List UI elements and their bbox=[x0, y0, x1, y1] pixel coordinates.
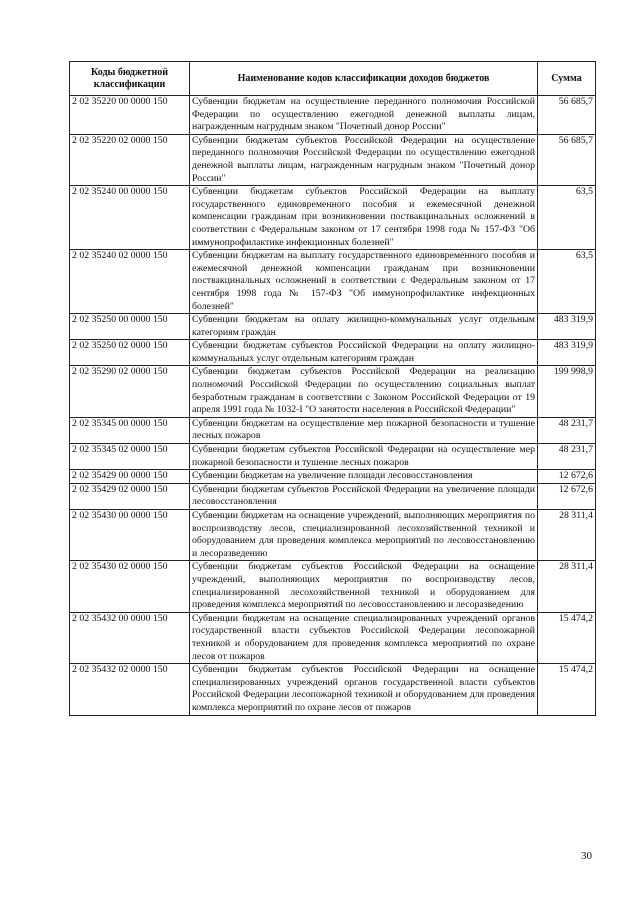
row-name: Субвенции бюджетам субъектов Российской Федерации на оснащение учреждений, выполняющих мероприятия по воспроизводству лесов, специализированной лесохозяйственной техникой и оборудованием для проведения комплекса мероприятий по лесовосстановлению и лесоразведению bbox=[190, 561, 538, 612]
row-sum: 483 319,9 bbox=[538, 314, 596, 340]
table-row bbox=[70, 612, 596, 663]
row-sum: 12 672,6 bbox=[538, 483, 596, 509]
row-code: 2 02 35345 00 0000 150 bbox=[70, 417, 190, 443]
table-row bbox=[70, 483, 596, 509]
table-header-row bbox=[70, 62, 596, 96]
row-name: Субвенции бюджетам на оплату жилищно-коммунальных услуг отдельным категориям граждан bbox=[190, 314, 538, 340]
row-code: 2 02 35250 02 0000 150 bbox=[70, 340, 190, 366]
row-code: 2 02 35240 00 0000 150 bbox=[70, 186, 190, 250]
row-name: Субвенции бюджетам на осуществление переданного полномочия Российской Федерации по осуществлению ежегодной денежной выплаты лицам, награжденным нагрудным знаком "Почетный донор России" bbox=[190, 96, 538, 135]
header-sum: Сумма bbox=[538, 62, 596, 96]
table-row bbox=[70, 314, 596, 340]
row-code: 2 02 35432 00 0000 150 bbox=[70, 612, 190, 663]
row-code: 2 02 35250 00 0000 150 bbox=[70, 314, 190, 340]
row-code: 2 02 35240 02 0000 150 bbox=[70, 250, 190, 314]
row-name: Субвенции бюджетам субъектов Российской Федерации на оснащение специализированных учреждений органов государственной власти субъектов Российской Федерации лесопожарной техникой и оборудованием для проведения комплекса мероприятий по охране лесов от пожаров bbox=[190, 664, 538, 715]
budget-classification-table bbox=[69, 61, 596, 716]
table-row bbox=[70, 186, 596, 250]
row-code: 2 02 35432 02 0000 150 bbox=[70, 664, 190, 715]
row-sum: 28 311,4 bbox=[538, 561, 596, 612]
row-name: Субвенции бюджетам субъектов Российской Федерации на реализацию полномочий Российской Федерации по осуществлению социальных выплат безработным гражданам в соответствии с Законом Российской Федерации от 19 апреля 1991 года № 1032-I "О занятости населения в Российской Федерации" bbox=[190, 366, 538, 417]
row-sum: 15 474,2 bbox=[538, 612, 596, 663]
table-row bbox=[70, 250, 596, 314]
row-sum: 63,5 bbox=[538, 186, 596, 250]
row-name: Субвенции бюджетам субъектов Российской Федерации на увеличение площади лесовосстановления bbox=[190, 483, 538, 509]
table-row bbox=[70, 134, 596, 185]
table-row bbox=[70, 664, 596, 715]
header-name: Наименование кодов классификации доходов бюджетов bbox=[190, 62, 538, 96]
row-name: Субвенции бюджетам на осуществление мер пожарной безопасности и тушение лесных пожаров bbox=[190, 417, 538, 443]
row-code: 2 02 35290 02 0000 150 bbox=[70, 366, 190, 417]
row-name: Субвенции бюджетам на оснащение специализированных учреждений органов государственной власти субъектов Российской Федерации лесопожарной техникой и оборудованием для проведения комплекса мероприятий по охране лесов от пожаров bbox=[190, 612, 538, 663]
row-sum: 28 311,4 bbox=[538, 510, 596, 561]
table-row bbox=[70, 510, 596, 561]
row-code: 2 02 35220 02 0000 150 bbox=[70, 134, 190, 185]
row-name: Субвенции бюджетам субъектов Российской Федерации на осуществление мер пожарной безопасности и тушение лесных пожаров bbox=[190, 444, 538, 470]
table-row bbox=[70, 366, 596, 417]
row-sum: 483 319,9 bbox=[538, 340, 596, 366]
row-sum: 12 672,6 bbox=[538, 470, 596, 484]
row-name: Субвенции бюджетам на увеличение площади лесовосстановления bbox=[190, 470, 538, 484]
table-row bbox=[70, 417, 596, 443]
row-sum: 56 685,7 bbox=[538, 134, 596, 185]
table-row bbox=[70, 561, 596, 612]
row-sum: 63,5 bbox=[538, 250, 596, 314]
row-code: 2 02 35345 02 0000 150 bbox=[70, 444, 190, 470]
row-sum: 199 998,9 bbox=[538, 366, 596, 417]
table-row bbox=[70, 340, 596, 366]
table-row bbox=[70, 96, 596, 135]
row-sum: 48 231,7 bbox=[538, 417, 596, 443]
header-code: Коды бюджетной классификации bbox=[70, 62, 190, 96]
row-sum: 15 474,2 bbox=[538, 664, 596, 715]
row-code: 2 02 35429 02 0000 150 bbox=[70, 483, 190, 509]
table-row bbox=[70, 470, 596, 484]
row-name: Субвенции бюджетам субъектов Российской Федерации на оплату жилищно-коммунальных услуг отдельным категориям граждан bbox=[190, 340, 538, 366]
table-row bbox=[70, 444, 596, 470]
row-code: 2 02 35429 00 0000 150 bbox=[70, 470, 190, 484]
row-sum: 48 231,7 bbox=[538, 444, 596, 470]
row-name: Субвенции бюджетам на оснащение учреждений, выполняющих мероприятия по воспроизводству лесов, специализированной лесохозяйственной техникой и оборудованием для проведения комплекса мероприятий по лесовосстановлению и лесоразведению bbox=[190, 510, 538, 561]
row-code: 2 02 35430 02 0000 150 bbox=[70, 561, 190, 612]
row-name: Субвенции бюджетам субъектов Российской Федерации на выплату государственного единовременного пособия и ежемесячной денежной компенсации гражданам при возникновении поствакцинальных осложнений в соответствии с Федеральным законом от 17 сентября 1998 года № 157-ФЗ "Об иммунопрофилактике инфекционных болезней" bbox=[190, 186, 538, 250]
row-sum: 56 685,7 bbox=[538, 96, 596, 135]
row-name: Субвенции бюджетам субъектов Российской Федерации на осуществление переданного полномочия Российской Федерации по осуществлению ежегодной денежной выплаты лицам, награжденным нагрудным знаком "Почетный донор России" bbox=[190, 134, 538, 185]
row-code: 2 02 35220 00 0000 150 bbox=[70, 96, 190, 135]
row-name: Субвенции бюджетам на выплату государственного единовременного пособия и ежемесячной денежной компенсации гражданам при возникновении поствакцинальных осложнений в соответствии с Федеральным законом от 17 сентября 1998 года № 157-ФЗ "Об иммунопрофилактике инфекционных болезней" bbox=[190, 250, 538, 314]
page-number: 30 bbox=[581, 850, 592, 862]
row-code: 2 02 35430 00 0000 150 bbox=[70, 510, 190, 561]
